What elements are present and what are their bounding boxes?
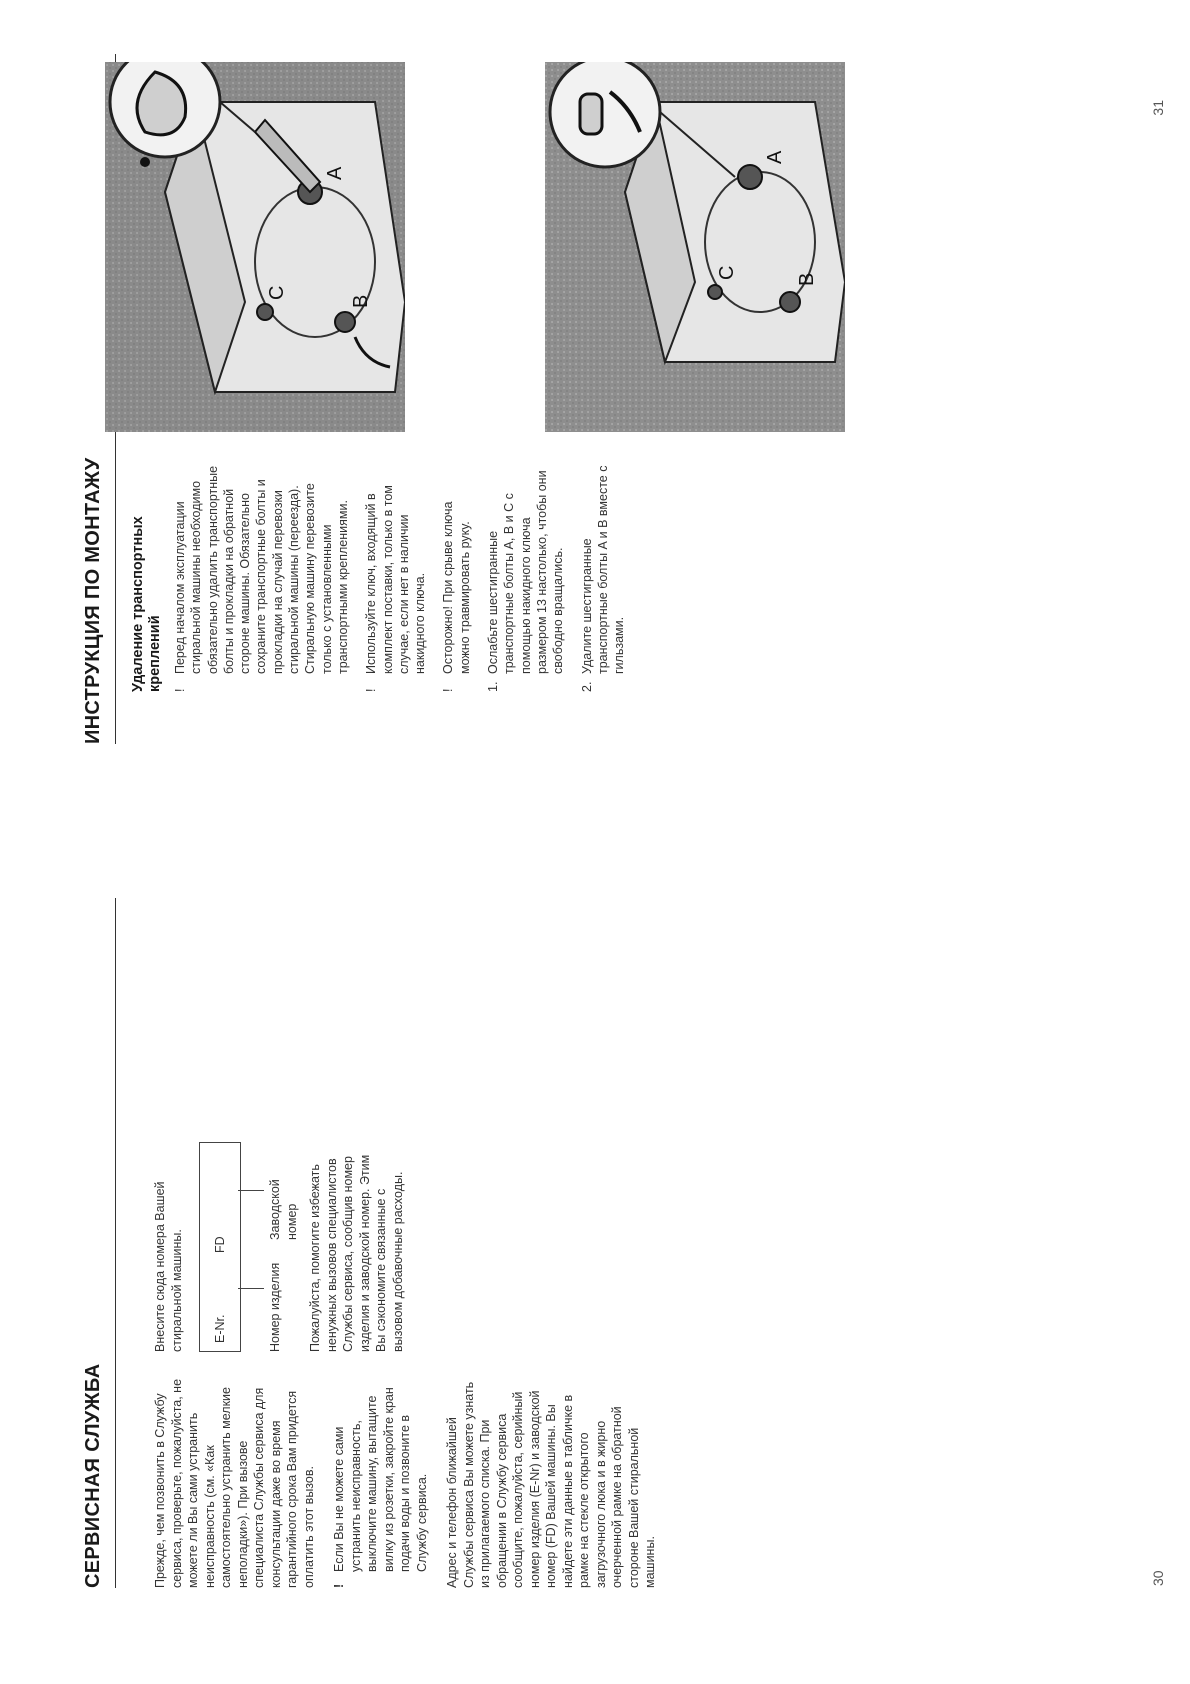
item-mark: 2.	[579, 681, 594, 692]
detail-magnifier	[550, 62, 660, 167]
label-b: B	[796, 272, 818, 286]
warning-mark: !	[332, 1583, 346, 1588]
help-paragraph: Пожалуйста, помогите избежать ненужных вызовов специалистов Службы сервиса, сообщив номер изделия и заводской номер. Этим Вы сэкономите связанные с вызовом добавочные расходы.	[308, 1154, 405, 1352]
label-c: C	[266, 285, 288, 300]
label-b: B	[350, 294, 372, 308]
bolt-a-icon	[738, 165, 762, 189]
bolt-b-icon	[335, 312, 355, 332]
serial-number-caption: Заводской номер	[268, 1179, 299, 1240]
instruction-item	[485, 462, 566, 692]
left-column-a	[152, 1373, 673, 1588]
bolt-c-icon	[708, 285, 722, 299]
fd-label: FD	[213, 1236, 227, 1253]
bolt-b-icon	[780, 292, 800, 312]
item-text: Ослабьте шестигранные транспортные болты A, B и C с помощью накидного ключа размером 13 настолько, чтобы они свободно вращались.	[486, 470, 566, 674]
enr-leader-line	[238, 1288, 264, 1289]
instruction-item	[363, 462, 428, 692]
section-subtitle: Удаление транспортных креплений	[130, 516, 163, 692]
item-mark: !	[173, 688, 187, 692]
product-number-caption: Номер изделия	[268, 1262, 282, 1352]
intro-paragraph: Прежде, чем позвонить в Службу сервиса, проверьте, пожалуйста, не можете ли Вы сами устранить неисправность (см. «Как самостоятельно устранить мелкие неполадки»). При вызове специалиста Службы сервиса для консультации даже во время гарантийного срока Вам придется оплатить этот вызов.	[153, 1378, 316, 1588]
item-text: Используйте ключ, входящий в комплект поставки, только в том случае, если нет в наличии накидного ключа.	[364, 485, 428, 674]
serial-number-captions	[267, 1142, 307, 1352]
label-a: A	[764, 150, 786, 164]
item-mark: !	[441, 688, 456, 692]
label-a: A	[324, 166, 346, 180]
left-page-title: СЕРВИСНАЯ СЛУЖБА	[82, 898, 116, 1588]
instruction-item	[440, 462, 473, 692]
instruction-item	[579, 462, 628, 692]
serial-number-box	[199, 1142, 241, 1352]
bolt-sleeve-icon	[580, 94, 602, 134]
instruction-item	[172, 462, 351, 692]
figure-loosen-bolts-drawing	[105, 62, 405, 432]
item-text: Удалите шестигранные транспортные болты A и B вместе с гильзами.	[579, 465, 627, 674]
warning-text: Если Вы не можете сами устранить неисправность, выключите машину, вытащите вилку из розетки, закройте кран подачи воды и позвоните в Службу сервиса.	[332, 1387, 429, 1572]
figure-loosen-bolts	[105, 62, 405, 432]
enter-numbers-text: Внесите сюда номера Вашей стиральной машины.	[153, 1181, 184, 1352]
left-page	[0, 842, 1190, 1684]
fd-leader-line	[238, 1190, 264, 1191]
instruction-list	[172, 462, 639, 692]
bolt-c-icon	[257, 304, 273, 320]
address-paragraph: Адрес и телефон ближайшей Службы сервиса Вы можете узнать из прилагаемого списка. При обращении в Службу сервиса сообщите, пожалуйста, серийный номер изделия (E-Nr) и заводской номер (FD) Вашей машины. Вы найдете эти данные в табличке в рамке на стекле открытого загрузочного люка и в жирно очерченной рамке на обратной стороне Вашей стиральной машины.	[445, 1381, 657, 1588]
right-page-number: 31	[1150, 100, 1166, 116]
item-mark: 1.	[486, 681, 501, 692]
item-mark: !	[364, 688, 379, 692]
right-page-title: ИНСТРУКЦИЯ ПО МОНТАЖУ	[82, 54, 116, 744]
label-c: C	[716, 265, 738, 280]
item-text: Осторожно! При срыве ключа можно травмировать руку.	[441, 501, 472, 674]
left-page-number: 30	[1150, 1570, 1166, 1586]
left-column-b	[152, 1142, 420, 1352]
figure-remove-bolts	[545, 62, 845, 432]
figure-remove-bolts-drawing	[545, 62, 845, 432]
enr-label: E-Nr.	[213, 1314, 227, 1343]
warning-item	[331, 1373, 430, 1588]
item-text: Перед началом эксплуатации стиральной машины необходимо обязательно удалить транспортные болты и прокладки на обратной стороне машины. Обязательно сохраните транспортные болты и прокладки на случай перевозки стиральной машины (переезда). Стиральную машину перевозите только с установленными транспортными креплениями.	[173, 465, 350, 674]
